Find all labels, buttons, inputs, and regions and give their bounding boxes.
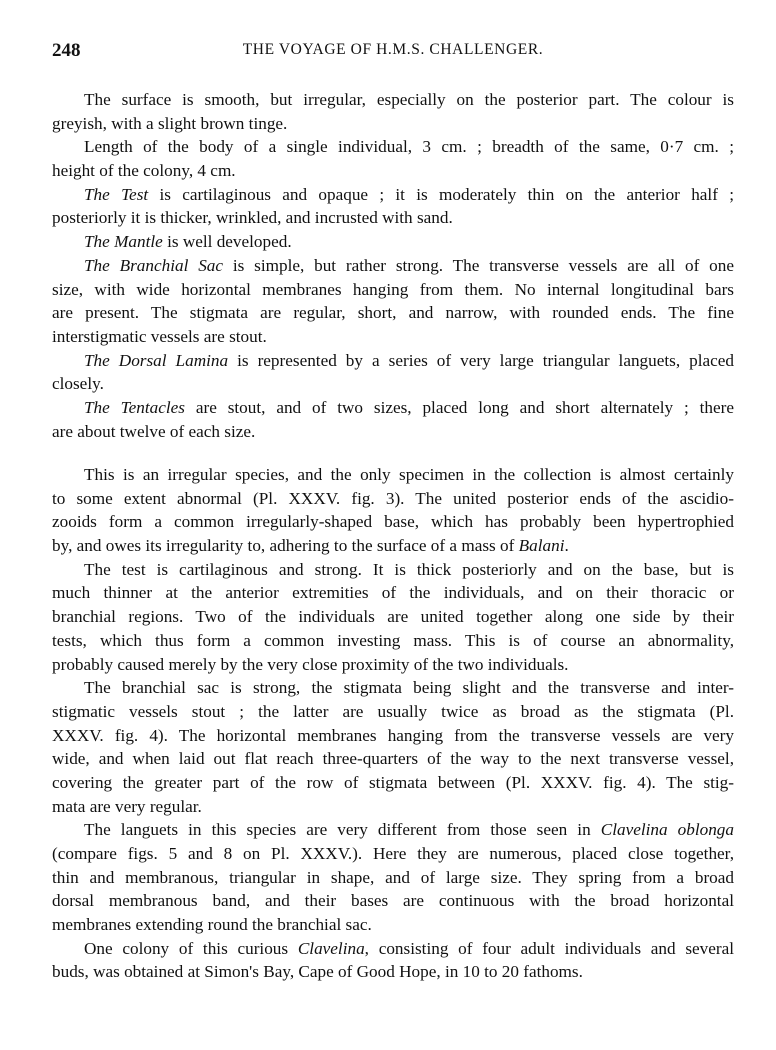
text-line: branchial regions. Two of the individuals are united together along one side by their (52, 607, 734, 627)
page-number: 248 (52, 40, 81, 61)
text-line: tests, which thus form a common investing mass. This is of course an abnormality, (52, 630, 734, 650)
paragraph-branchial-sac (52, 254, 734, 349)
text-line (52, 396, 734, 420)
text-line: buds, was obtained at Simon's Bay, Cape of Good Hope, in 10 to 20 fathoms. (52, 962, 583, 982)
paragraph-test (52, 183, 734, 230)
paragraph-tentacles (52, 396, 734, 443)
text-line: The branchial sac is strong, the stigmata being slight and the transverse and inter- (84, 678, 734, 698)
text-span: is well developed. (162, 232, 292, 252)
text-span: One colony of this curious (84, 938, 298, 958)
paragraph-length (52, 135, 734, 182)
text-line: much thinner at the anterior extremities of the individuals, and on their thoracic or (52, 583, 734, 603)
italic-term: Balani (518, 536, 565, 556)
italic-term: Clavelina oblonga (600, 820, 734, 840)
text-line: This is an irregular species, and the only specimen in the collection is almost certainly (84, 465, 734, 484)
text-line: mata are very regular. (52, 796, 202, 816)
text-line: membranes extending round the branchial sac. (52, 915, 372, 935)
text-line (52, 818, 734, 842)
text-line: dorsal membranous band, and their bases are continuous with the broad horizontal (52, 891, 734, 911)
text-line: (compare figs. 5 and 8 on Pl. XXXV.). Here they are numerous, placed close together, (52, 844, 734, 863)
running-header (52, 40, 734, 64)
text-line: height of the colony, 4 cm. (52, 161, 236, 181)
italic-heading: The Dorsal Lamina (84, 350, 229, 370)
text-span: are stout, and of two sizes, placed long and short alternately ; there (184, 397, 735, 417)
text-line (52, 230, 734, 254)
text-line (52, 183, 734, 207)
text-line: are present. The stigmata are regular, short, and narrow, with rounded ends. The fine (52, 303, 734, 323)
running-title: THE VOYAGE OF H.M.S. CHALLENGER. (242, 41, 544, 58)
text-line: covering the greater part of the row of stigmata between (Pl. XXXV. fig. 4). The stig- (52, 772, 734, 792)
text-line: XXXV. fig. 4). The horizontal membranes hanging from the transverse vessels are very (52, 725, 734, 745)
italic-term: Clavelina (297, 938, 365, 958)
section-discussion (52, 463, 734, 984)
text-span: , consisting of four adult individuals and several (364, 938, 734, 958)
paragraph-test (52, 558, 734, 676)
paragraph-surface (52, 88, 734, 135)
text-line: zooids form a common irregularly-shaped base, which has probably been hypertrophied (52, 512, 734, 532)
paragraph-mantle (52, 230, 734, 254)
paragraph-dorsal-lamina (52, 349, 734, 396)
italic-heading: The Tentacles (84, 397, 185, 417)
text-line: thin and membranous, triangular in shape, and of large size. They spring from a broad (52, 867, 734, 887)
text-span: is simple, but rather strong. The transverse vessels are all of one (223, 255, 734, 275)
text-line: are about twelve of each size. (52, 421, 256, 441)
text-line: to some extent abnormal (Pl. XXXV. fig. 3). The united posterior ends of the ascidio- (52, 488, 734, 508)
text-line: closely. (52, 374, 104, 394)
text-span: is cartilaginous and opaque ; it is moderately thin on the anterior half ; (148, 184, 734, 204)
text-line: posteriorly it is thicker, wrinkled, and incrusted with sand. (52, 208, 453, 228)
text-line: stigmatic vessels stout ; the latter are usually twice as broad as the stigmata (Pl. (52, 701, 734, 721)
text-span: is represented by a series of very large triangular languets, placed (228, 350, 734, 370)
text-line: wide, and when laid out flat reach three-quarters of the way to the next transverse vessel, (52, 749, 734, 769)
italic-heading: The Mantle (84, 232, 163, 252)
text-span: . (564, 536, 569, 556)
text-line (52, 534, 734, 558)
italic-heading: The Test (84, 184, 149, 204)
text-line: Length of the body of a single individual, 3 cm. ; breadth of the same, 0·7 cm. ; (84, 137, 734, 157)
paragraph-languets (52, 818, 734, 936)
italic-heading: The Branchial Sac (84, 255, 224, 275)
text-line (52, 937, 734, 961)
paragraph-locality (52, 937, 734, 984)
text-span: The languets in this species are very different from those seen in (84, 820, 601, 840)
section-description (52, 88, 734, 443)
paragraph-branchial-sac (52, 676, 734, 818)
text-line: probably caused merely by the very close proximity of the two individuals. (52, 654, 569, 674)
text-line: The surface is smooth, but irregular, especially on the posterior part. The colour is (84, 90, 734, 109)
paragraph-irregular-species (52, 463, 734, 558)
text-line (52, 349, 734, 373)
text-line (52, 254, 734, 278)
text-line: interstigmatic vessels are stout. (52, 326, 267, 346)
text-span: by, and owes its irregularity to, adhering to the surface of a mass of (52, 536, 519, 556)
text-line: greyish, with a slight brown tinge. (52, 113, 288, 133)
text-line: The test is cartilaginous and strong. It is thick posteriorly and on the base, but is (84, 559, 734, 579)
text-line: size, with wide horizontal membranes hanging from them. No internal longitudinal bars (52, 279, 734, 299)
